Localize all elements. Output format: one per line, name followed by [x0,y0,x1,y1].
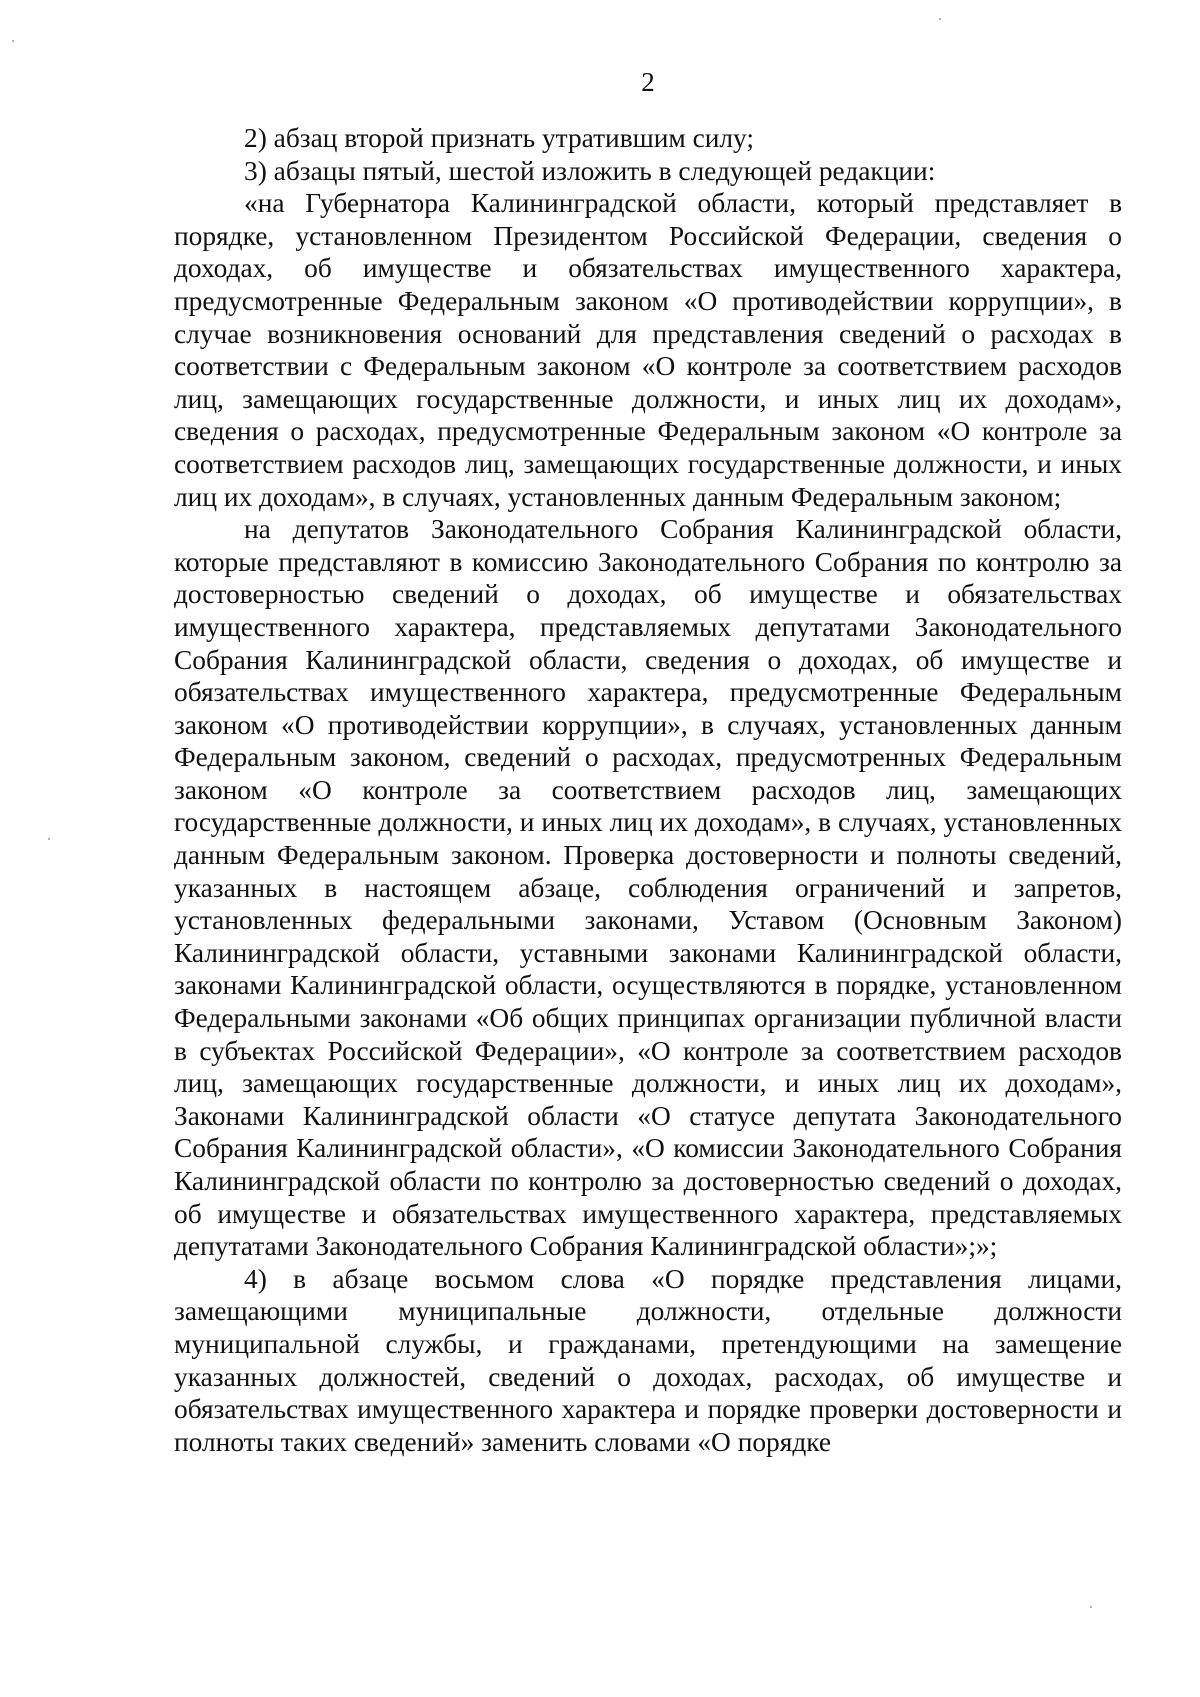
scan-speck [939,18,941,20]
scan-speck [1090,1606,1092,1608]
scan-speck [12,40,14,42]
paragraph-item-2-repeal: 2) абзац второй признать утратившим силу; [244,123,755,153]
paragraph-governor: «на Губернатора Калининградской области, который представляет в порядке, установленном Президентом Российской Федерации, сведения о доходах, об имуществе и обязательствах имущественного характера, предусмотренные Федеральным законом «О противодействии коррупции», в случае возникновения оснований для представления сведений о расходах в соответствии с Федеральным законом «О контроле за соответствием расходов лиц, замещающих государственные должности, и иных лиц их доходам», сведения о расходах, предусмотренные Федеральным законом «О контроле за соответствием расходов лиц, замещающих государственные должности, и иных лиц их доходам», в случаях, установленных данным Федеральным законом; [174,188,1122,512]
paragraph-item-4: 4) в абзаце восьмом слова «О порядке представления лицами, замещающими муниципальные должности, отдельные должности муниципальной службы, и гражданами, претендующими на замещение указанных должностей, сведений о доходах, расходах, об имуществе и обязательствах имущественного характера и порядке проверки достоверности и полноты таких сведений» заменить словами «О порядке [174,1263,1122,1457]
paragraph-deputies: на депутатов Законодательного Собрания Калининградской области, которые представляют в комиссию Законодательного Собрания по контролю за достоверностью сведений о доходах, об имуществе и обязательствах имущественного характера, представляемых депутатами Законодательного Собрания Калининградской области, сведения о доходах, об имуществе и обязательствах имущественного характера, предусмотренные Федеральным законом «О противодействии коррупции», в случаях, установленных данным Федеральным законом, сведений о расходах, предусмотренных Федеральным законом «О контроле за соответствием расходов лиц, замещающих государственные должности, и иных лиц их доходам», в случаях, установленных данным Федеральным законом. Проверка достоверности и полноты сведений, указанных в настоящем абзаце, соблюдения ограничений и запретов, установленных федеральными законами, Уставом (Основным Законом) Калининградской области, уставными законами Калининградской области, законами Калининградской области, осуществляются в порядке, установленном Федеральными законами «Об общих принципах организации публичной власти в субъектах Российской Федерации», «О контроле за соответствием расходов лиц, замещающих государственные должности, и иных лиц их доходам», Законами Калининградской области «О статусе депутата Законодательного Собрания Калининградской области», «О комиссии Законодательного Собрания Калининградской области по контролю за достоверностью сведений о доходах, об имуществе и обязательствах имущественного характера, представляемых депутатами Законодательного Собрания Калининградской области»;»; [174,514,1122,1262]
page-number: 2 [641,67,655,97]
scan-speck [48,838,50,840]
paragraph-item-3-intro: 3) абзацы пятый, шестой изложить в следующей редакции: [244,155,936,186]
body-text [174,122,1122,1458]
